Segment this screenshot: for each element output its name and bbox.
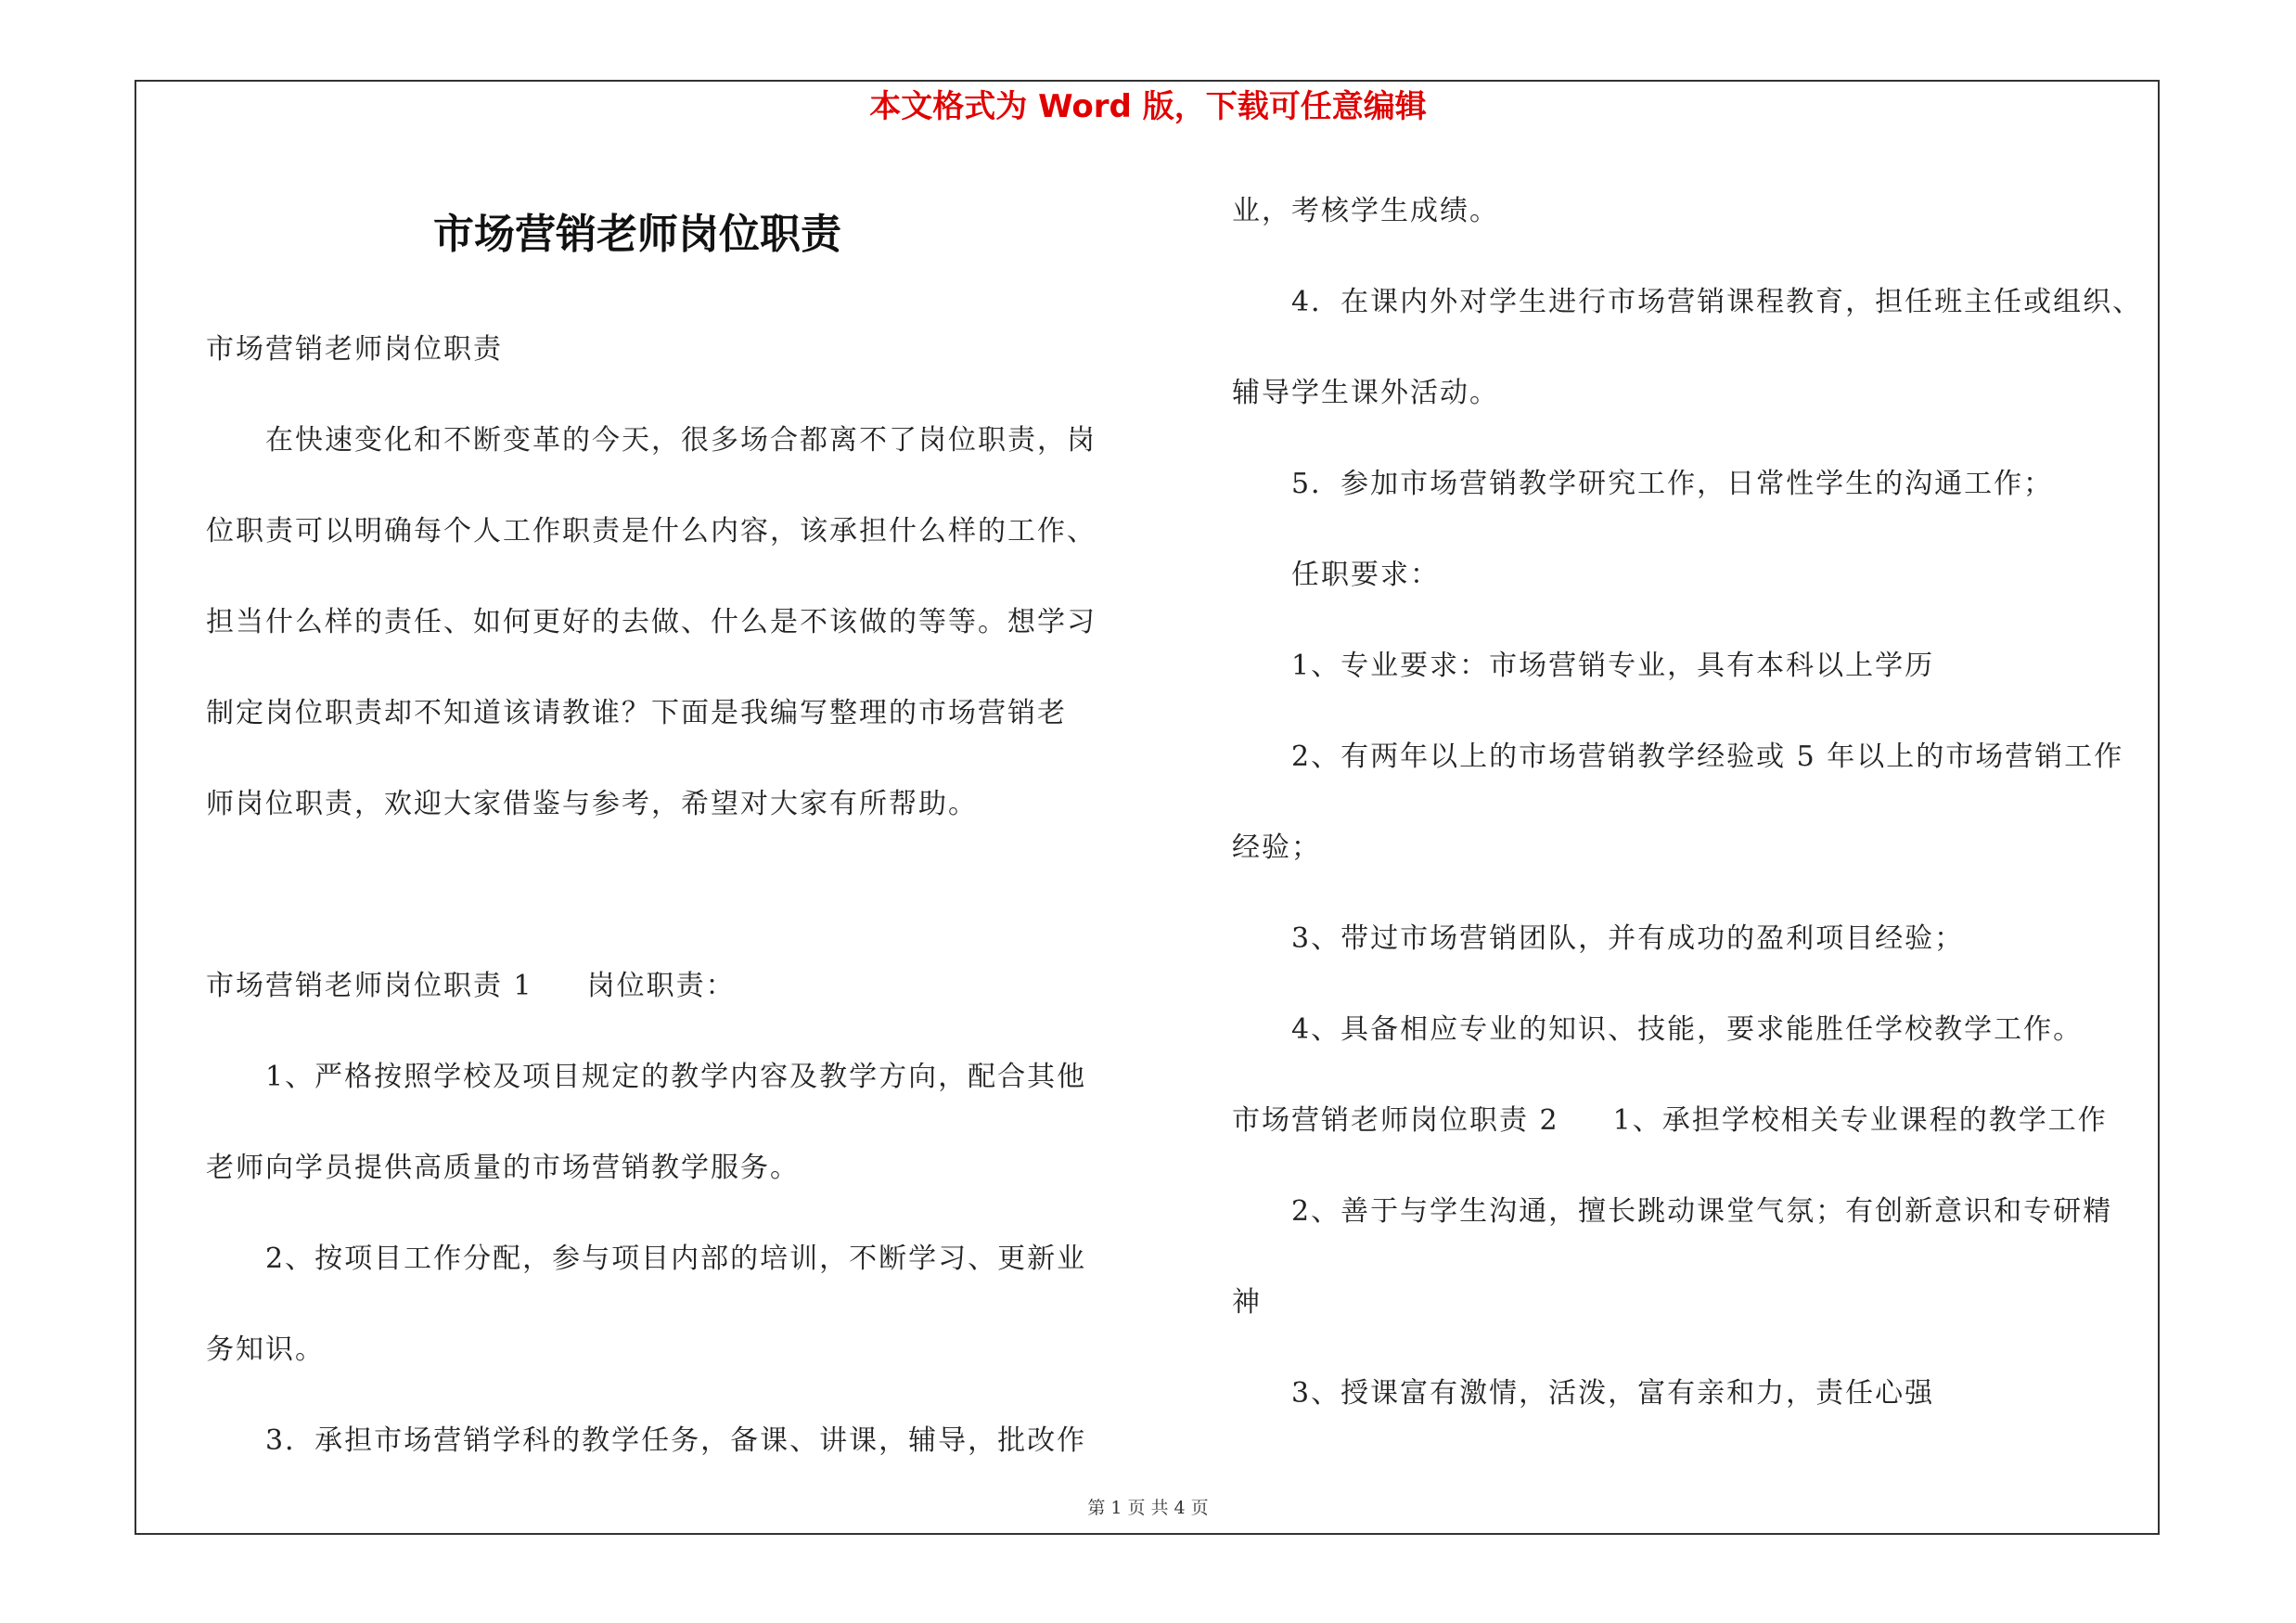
list-item-continued: 辅导学生课外活动。 — [1232, 377, 1499, 409]
editable-format-banner: 本文格式为 Word 版，下载可任意编辑 — [869, 88, 1427, 125]
section-label: 市场营销老师岗位职责 1 — [206, 970, 533, 1002]
list-item: 2、有两年以上的市场营销教学经验或 5 年以上的市场营销工作 — [1291, 741, 2124, 773]
section-first-item: 1、承担学校相关专业课程的教学工作 — [1612, 1104, 2108, 1137]
list-item-continued: 神 — [1232, 1286, 1262, 1319]
list-item-continued: 务知识。 — [206, 1333, 325, 1366]
list-item: 4．在课内外对学生进行市场营销课程教育，担任班主任或组织、 — [1291, 286, 2143, 318]
blank-line — [206, 850, 1171, 941]
list-item: 5．参加市场营销教学研究工作，日常性学生的沟通工作； — [1291, 468, 2054, 500]
list-item-continued: 老师向学员提供高质量的市场营销教学服务。 — [206, 1152, 800, 1184]
left-column — [206, 304, 1171, 1487]
right-column — [1232, 166, 2197, 1439]
paragraph-line: 师岗位职责，欢迎大家借鉴与参考，希望对大家有所帮助。 — [206, 788, 978, 820]
paragraph-line: 位职责可以明确每个人工作职责是什么内容，该承担什么样的工作、 — [206, 515, 1097, 547]
section-heading: 市场营销老师岗位职责 — [206, 333, 503, 366]
paragraph-line: 在快速变化和不断变革的今天，很多场合都离不了岗位职责，岗 — [265, 424, 1097, 457]
list-item: 3、带过市场营销团队，并有成功的盈利项目经验； — [1291, 922, 1965, 955]
document-title: 市场营销老师岗位职责 — [433, 211, 841, 258]
section-label: 市场营销老师岗位职责 2 — [1232, 1104, 1559, 1137]
requirements-heading: 任职要求： — [1291, 559, 1440, 591]
paragraph-line: 担当什么样的责任、如何更好的去做、什么是不该做的等等。想学习 — [206, 606, 1097, 638]
list-item: 1、专业要求：市场营销专业，具有本科以上学历 — [1291, 650, 1935, 682]
page-number: 第 1 页 共 4 页 — [1087, 1498, 1209, 1518]
list-item-continued: 业，考核学生成绩。 — [1232, 195, 1499, 227]
list-item: 2、按项目工作分配，参与项目内部的培训，不断学习、更新业 — [265, 1243, 1087, 1275]
section-heading-2 — [1232, 1076, 2197, 1166]
section-heading-1 — [206, 941, 1171, 1032]
list-item: 4、具备相应专业的知识、技能，要求能胜任学校教学工作。 — [1291, 1013, 2084, 1046]
list-item: 3、授课富有激情，活泼，富有亲和力，责任心强 — [1291, 1377, 1935, 1410]
list-item: 1、严格按照学校及项目规定的教学内容及教学方向，配合其他 — [265, 1061, 1087, 1093]
list-item: 2、善于与学生沟通，擅长跳动课堂气氛；有创新意识和专研精 — [1291, 1195, 2113, 1228]
list-item-continued: 经验； — [1232, 831, 1321, 864]
list-item: 3．承担市场营销学科的教学任务，备课、讲课，辅导，批改作 — [265, 1424, 1087, 1457]
section-sublabel: 岗位职责： — [586, 970, 736, 1002]
paragraph-line: 制定岗位职责却不知道该请教谁？下面是我编写整理的市场营销老 — [206, 697, 1067, 729]
